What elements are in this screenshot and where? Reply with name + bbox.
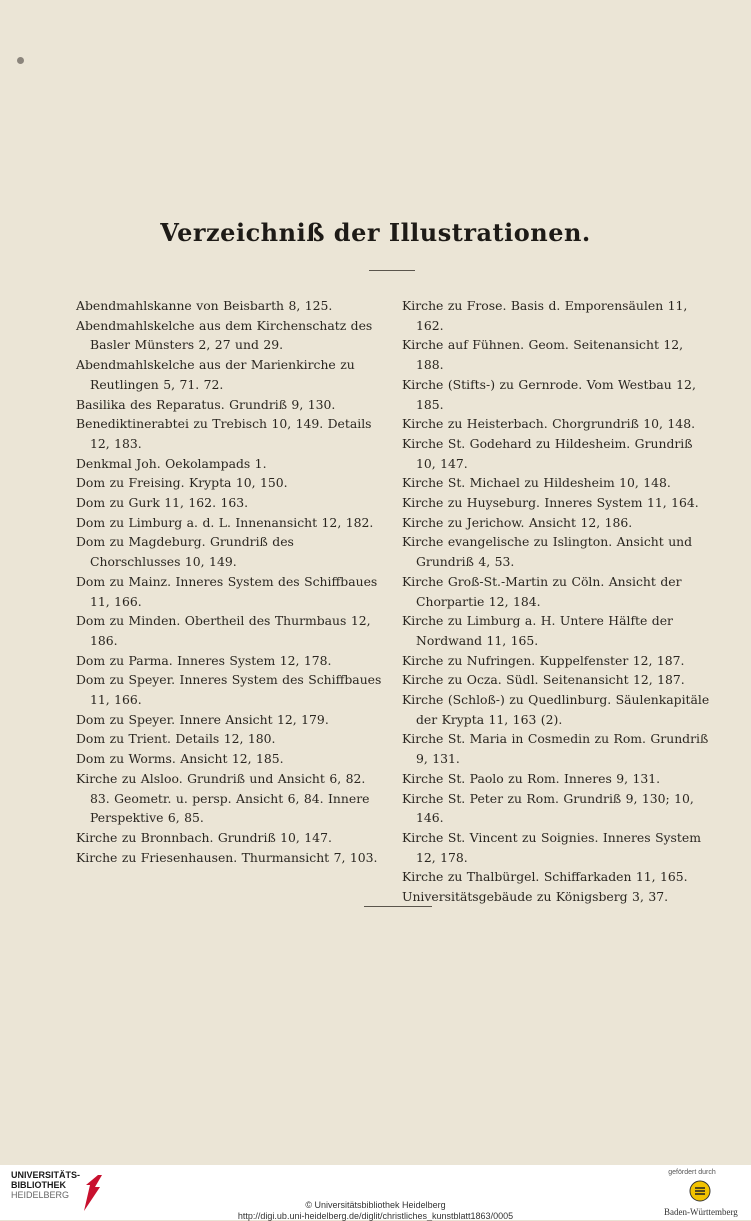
library-name-line3: HEIDELBERG bbox=[11, 1190, 70, 1200]
index-entry: Kirche St. Godehard zu Hildesheim. Grundriß 10, 147. bbox=[402, 435, 693, 471]
index-entry: Kirche zu Heisterbach. Chorgrundriß 10, 148. bbox=[402, 416, 696, 432]
index-entry: Kirche zu Bronnbach. Grundriß 10, 147. bbox=[76, 829, 332, 845]
index-entry: Kirche zu Frose. Basis d. Emporensäulen 11, 162. bbox=[402, 298, 688, 333]
index-entry: Denkmal Joh. Oekolampads 1. bbox=[76, 455, 267, 471]
index-entry: Kirche auf Fühnen. Geom. Seitenansicht 12, 188. bbox=[402, 337, 684, 373]
page-title: Verzeichniß der Illustrationen. bbox=[160, 218, 591, 247]
index-entry: Benediktinerabtei zu Trebisch 10, 149. Details 12, 183. bbox=[76, 416, 372, 451]
index-entry: Kirche zu Huyseburg. Inneres System 11, 164. bbox=[402, 495, 699, 511]
index-entry: Kirche zu Thalbürgel. Schiffarkaden 11, 165. bbox=[402, 869, 688, 885]
index-entry: Dom zu Minden. Obertheil des Thurmbaus 12, 186. bbox=[76, 613, 371, 648]
index-entry: Kirche St. Paolo zu Rom. Inneres 9, 131. bbox=[402, 770, 661, 786]
index-entry: Abendmahlskelche aus dem Kirchenschatz des Basler Münsters 2, 27 und 29. bbox=[76, 317, 373, 353]
index-entry: Kirche St. Maria in Cosmedin zu Rom. Grundriß 9, 131. bbox=[402, 731, 709, 767]
index-entry: Universitätsgebäude zu Königsberg 3, 37. bbox=[402, 889, 669, 905]
title-rule bbox=[369, 270, 415, 271]
page-speck bbox=[17, 57, 24, 64]
index-entry: Dom zu Speyer. Inneres System des Schiffbaues 11, 166. bbox=[76, 672, 382, 708]
left-column bbox=[76, 296, 388, 867]
index-entry: Dom zu Magdeburg. Grundriß des Chorschlusses 10, 149. bbox=[76, 534, 294, 570]
index-entry: Kirche St. Vincent zu Soignies. Inneres System 12, 178. bbox=[402, 829, 701, 865]
index-entry: Kirche evangelische zu Islington. Ansicht und Grundriß 4, 53. bbox=[402, 534, 693, 570]
library-name-line2: BIBLIOTHEK bbox=[11, 1180, 66, 1190]
index-entry: Abendmahlskanne von Beisbarth 8, 125. bbox=[76, 298, 333, 313]
index-entry: Dom zu Speyer. Innere Ansicht 12, 179. bbox=[76, 711, 329, 727]
library-logo-text[interactable] bbox=[11, 1170, 80, 1200]
index-entry: Kirche zu Nufringen. Kuppelfenster 12, 187. bbox=[402, 652, 685, 668]
end-rule bbox=[364, 906, 432, 907]
index-entry: Dom zu Parma. Inneres System 12, 178. bbox=[76, 652, 332, 668]
right-column bbox=[402, 296, 714, 907]
index-entry: Kirche zu Limburg a. H. Untere Hälfte der Nordwand 11, 165. bbox=[402, 613, 673, 648]
index-entry: Dom zu Gurk 11, 162. 163. bbox=[76, 495, 249, 511]
sponsor-label: gefördert durch bbox=[668, 1169, 716, 1176]
index-entry: Dom zu Trient. Details 12, 180. bbox=[76, 731, 276, 747]
library-name-line1: UNIVERSITÄTS- bbox=[11, 1170, 81, 1180]
sponsor-name: Baden-Württemberg bbox=[664, 1207, 738, 1217]
index-entry: Dom zu Worms. Ansicht 12, 185. bbox=[76, 751, 284, 767]
index-entry: Dom zu Freising. Krypta 10, 150. bbox=[76, 475, 288, 491]
index-entry: Kirche zu Ocza. Südl. Seitenansicht 12, 187. bbox=[402, 672, 685, 688]
index-entry: Kirche zu Alsloo. Grundriß und Ansicht 6, 82. 83. Geometr. u. persp. Ansicht 6, 84. Innere Perspektive 6, 85. bbox=[76, 770, 370, 826]
index-entry: Kirche zu Friesenhausen. Thurmansicht 7, 103. bbox=[76, 849, 378, 865]
index-entry: Kirche St. Michael zu Hildesheim 10, 148. bbox=[402, 475, 671, 491]
index-entry: Kirche Groß-St.-Martin zu Cöln. Ansicht der Chorpartie 12, 184. bbox=[402, 573, 682, 609]
index-entry: Kirche (Stifts-) zu Gernrode. Vom Westbau 12, 185. bbox=[402, 376, 696, 412]
index-entry: Kirche St. Peter zu Rom. Grundriß 9, 130; 10, 146. bbox=[402, 790, 694, 826]
index-entry: Kirche (Schloß-) zu Quedlinburg. Säulenkapitäle der Krypta 11, 163 (2). bbox=[402, 692, 710, 727]
state-seal-icon bbox=[689, 1180, 711, 1202]
index-entry: Dom zu Mainz. Inneres System des Schiffbaues 11, 166. bbox=[76, 573, 378, 609]
index-entry: Dom zu Limburg a. d. L. Innenansicht 12, 182. bbox=[76, 514, 374, 530]
permalink[interactable]: http://digi.ub.uni-heidelberg.de/diglit/christliches_kunstblatt1863/0005 bbox=[237, 1211, 514, 1221]
copyright-notice: © Universitätsbibliothek Heidelberg bbox=[305, 1200, 446, 1210]
index-entry: Kirche zu Jerichow. Ansicht 12, 186. bbox=[402, 514, 633, 530]
index-entry: Basilika des Reparatus. Grundriß 9, 130. bbox=[76, 396, 336, 412]
index-entry: Abendmahlskelche aus der Marienkirche zu Reutlingen 5, 71. 72. bbox=[76, 357, 355, 392]
